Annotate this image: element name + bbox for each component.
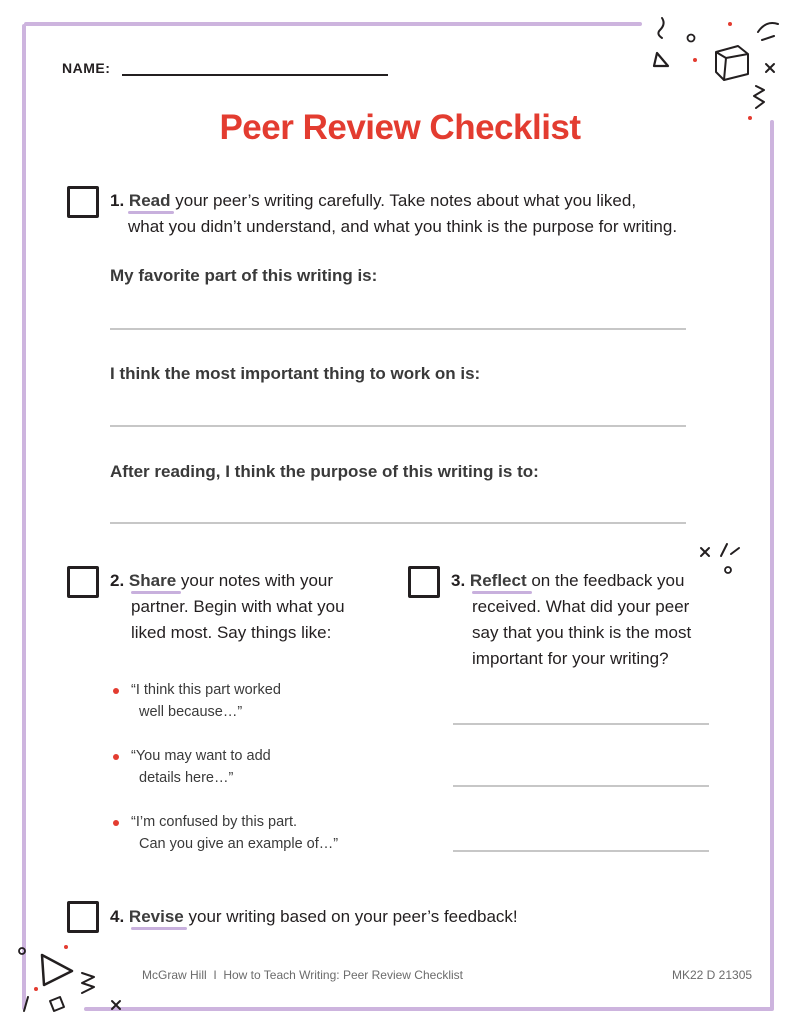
quote-item — [131, 811, 338, 855]
frame-left-border — [22, 24, 26, 1010]
step1-text — [110, 188, 770, 240]
quote-item — [131, 745, 271, 789]
step1-line1: your peer’s writing carefully. Take notes about what you liked, — [175, 191, 637, 210]
quote-line: well because…” — [139, 704, 243, 720]
name-field-line[interactable] — [122, 74, 388, 76]
frame-top-border — [24, 22, 642, 26]
step1-number: 1. — [110, 191, 125, 210]
step4-keyword: Revise — [128, 907, 184, 926]
step4-text — [110, 904, 750, 930]
step1-keyword-underline — [128, 211, 174, 214]
step3-line3: say that you think is the most — [472, 623, 692, 642]
prompt-favorite-part: My favorite part of this writing is: — [110, 266, 378, 285]
step1-keyword: Read — [128, 191, 171, 210]
step1-checkbox[interactable] — [67, 186, 99, 218]
answer-line-favorite-part[interactable] — [110, 328, 686, 330]
footer-publisher: McGraw Hill I How to Teach Writing: Peer Review Checklist — [142, 968, 463, 982]
prompt-purpose: After reading, I think the purpose of this writing is to: — [110, 462, 539, 481]
step2-line1: your notes with your — [180, 571, 334, 590]
step2-number: 2. — [110, 571, 125, 590]
quote-line: “You may want to add — [131, 748, 271, 764]
step2-line3: liked most. Say things like: — [131, 623, 332, 642]
step2-line2: partner. Begin with what you — [131, 597, 345, 616]
frame-right-border — [770, 120, 774, 1010]
page-title: Peer Review Checklist — [219, 108, 581, 147]
step2-text — [110, 568, 390, 646]
step4-number: 4. — [110, 907, 125, 926]
step3-checkbox[interactable] — [408, 566, 440, 598]
answer-line-reflect[interactable] — [453, 850, 709, 852]
quote-line: Can you give an example of…” — [139, 836, 339, 852]
answer-line-purpose[interactable] — [110, 522, 686, 524]
step3-text — [451, 568, 751, 672]
step3-keyword: Reflect — [469, 571, 527, 590]
answer-line-work-on[interactable] — [110, 425, 686, 427]
step2-checkbox[interactable] — [67, 566, 99, 598]
step4-line1: your writing based on your peer’s feedback! — [188, 907, 518, 926]
step3-line1: on the feedback you — [531, 571, 685, 590]
step3-number: 3. — [451, 571, 466, 590]
quote-line: “I’m confused by this part. — [131, 814, 298, 830]
step3-line4: important for your writing? — [472, 649, 669, 668]
step3-line2: received. What did your peer — [472, 597, 690, 616]
step1-line2: what you didn’t understand, and what you think is the purpose for writing. — [128, 217, 678, 236]
step4-checkbox[interactable] — [67, 901, 99, 933]
prompt-work-on: I think the most important thing to work on is: — [110, 364, 481, 383]
frame-bottom-border — [84, 1007, 774, 1011]
name-label: NAME: — [62, 60, 111, 76]
step3-keyword-underline — [472, 591, 532, 594]
step2-keyword: Share — [128, 571, 177, 590]
bottom-left-doodles-icon — [10, 935, 135, 1030]
quote-line: details here…” — [139, 770, 234, 786]
quote-line: “I think this part worked — [131, 682, 281, 698]
quote-bullet — [113, 820, 119, 826]
footer-code: MK22 D 21305 — [672, 968, 753, 982]
quote-bullet — [113, 754, 119, 760]
answer-line-reflect[interactable] — [453, 785, 709, 787]
quote-item — [131, 679, 281, 723]
answer-line-reflect[interactable] — [453, 723, 709, 725]
step4-keyword-underline — [131, 927, 187, 930]
step2-keyword-underline — [131, 591, 181, 594]
quote-bullet — [113, 688, 119, 694]
